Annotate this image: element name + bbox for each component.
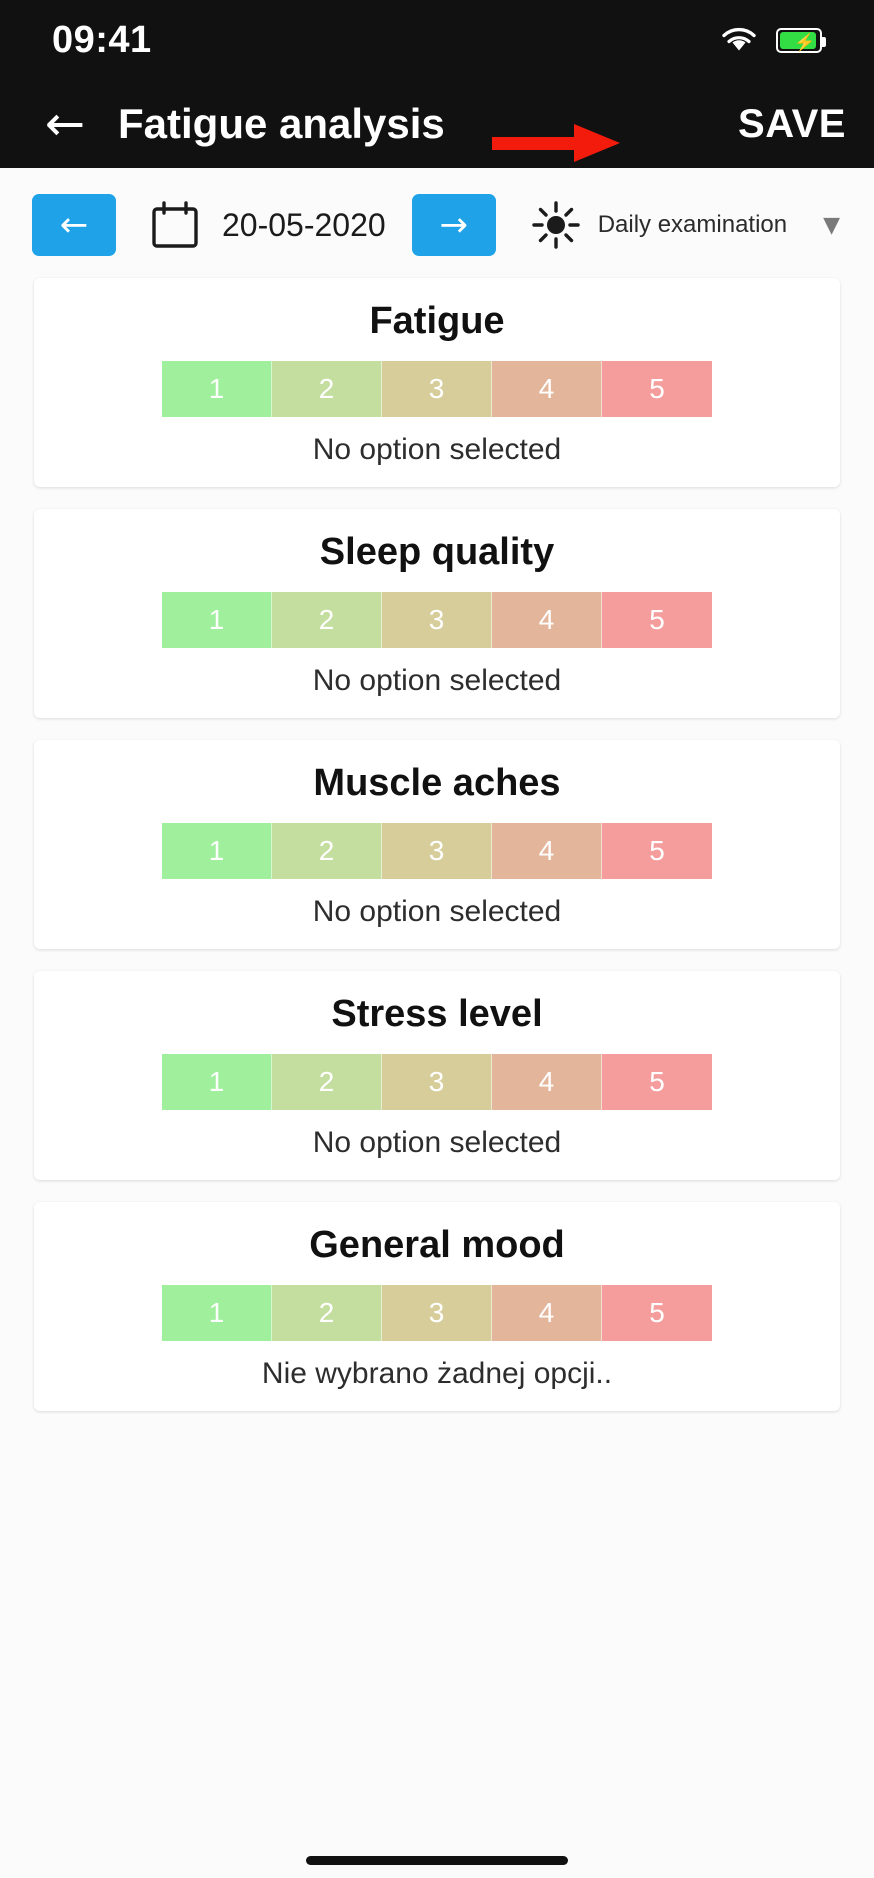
rating-scale bbox=[34, 1285, 840, 1341]
question-title: Sleep quality bbox=[319, 531, 555, 573]
status-time: 09:41 bbox=[52, 18, 152, 61]
status-bar bbox=[0, 0, 874, 80]
rating-option-4[interactable]: 4 bbox=[492, 823, 602, 879]
sun-icon bbox=[530, 199, 582, 251]
rating-option-2[interactable]: 2 bbox=[272, 592, 382, 648]
rating-option-1[interactable]: 1 bbox=[162, 823, 272, 879]
page-title: Fatigue analysis bbox=[118, 100, 445, 147]
examination-mode-label: Daily examination bbox=[597, 211, 788, 238]
selection-status: No option selected bbox=[312, 664, 562, 697]
rating-option-1[interactable]: 1 bbox=[162, 592, 272, 648]
app-bar bbox=[0, 80, 874, 168]
selection-status: No option selected bbox=[312, 895, 562, 928]
rating-option-5[interactable]: 5 bbox=[602, 823, 712, 879]
rating-option-2[interactable]: 2 bbox=[272, 361, 382, 417]
rating-option-3[interactable]: 3 bbox=[382, 592, 492, 648]
question-card bbox=[34, 740, 840, 949]
next-day-button[interactable]: → bbox=[412, 194, 496, 256]
rating-option-2[interactable]: 2 bbox=[272, 1285, 382, 1341]
date-toolbar bbox=[0, 168, 874, 278]
question-title: Muscle aches bbox=[313, 762, 561, 804]
rating-option-2[interactable]: 2 bbox=[272, 1054, 382, 1110]
rating-option-3[interactable]: 3 bbox=[382, 823, 492, 879]
question-card bbox=[34, 509, 840, 718]
question-title: Fatigue bbox=[369, 300, 505, 342]
rating-scale bbox=[34, 361, 840, 417]
question-card bbox=[34, 278, 840, 487]
rating-option-4[interactable]: 4 bbox=[492, 592, 602, 648]
red-annotation-arrow-icon bbox=[492, 122, 620, 164]
question-card bbox=[34, 971, 840, 1180]
save-button[interactable]: SAVE bbox=[738, 101, 846, 146]
rating-option-1[interactable]: 1 bbox=[162, 1054, 272, 1110]
back-arrow-icon[interactable]: ← bbox=[44, 96, 86, 152]
main-content bbox=[0, 168, 874, 1878]
rating-option-5[interactable]: 5 bbox=[602, 1054, 712, 1110]
rating-option-3[interactable]: 3 bbox=[382, 1054, 492, 1110]
rating-option-3[interactable]: 3 bbox=[382, 361, 492, 417]
rating-option-5[interactable]: 5 bbox=[602, 592, 712, 648]
rating-option-1[interactable]: 1 bbox=[162, 1285, 272, 1341]
rating-option-3[interactable]: 3 bbox=[382, 1285, 492, 1341]
question-title: Stress level bbox=[331, 993, 543, 1035]
rating-option-2[interactable]: 2 bbox=[272, 823, 382, 879]
status-indicators bbox=[720, 26, 822, 54]
question-card bbox=[34, 1202, 840, 1411]
question-title: General mood bbox=[309, 1224, 565, 1266]
rating-option-5[interactable]: 5 bbox=[602, 1285, 712, 1341]
rating-scale bbox=[34, 1054, 840, 1110]
rating-option-1[interactable]: 1 bbox=[162, 361, 272, 417]
rating-option-4[interactable]: 4 bbox=[492, 361, 602, 417]
home-indicator bbox=[0, 1856, 874, 1878]
selection-status: Nie wybrano żadnej opcji.. bbox=[261, 1357, 613, 1390]
selection-status: No option selected bbox=[312, 433, 562, 466]
question-card-list bbox=[0, 278, 874, 1411]
calendar-icon[interactable] bbox=[150, 200, 200, 250]
rating-option-5[interactable]: 5 bbox=[602, 361, 712, 417]
rating-option-4[interactable]: 4 bbox=[492, 1054, 602, 1110]
rating-scale bbox=[34, 592, 840, 648]
chevron-down-icon[interactable]: ▼ bbox=[823, 212, 840, 238]
rating-scale bbox=[34, 823, 840, 879]
previous-day-button[interactable]: ← bbox=[32, 194, 116, 256]
battery-charging-icon: ⚡ bbox=[776, 28, 822, 53]
examination-mode-selector[interactable] bbox=[530, 199, 852, 251]
selection-status: No option selected bbox=[312, 1126, 562, 1159]
rating-option-4[interactable]: 4 bbox=[492, 1285, 602, 1341]
selected-date[interactable]: 20-05-2020 bbox=[222, 206, 386, 243]
wifi-icon bbox=[720, 26, 758, 54]
